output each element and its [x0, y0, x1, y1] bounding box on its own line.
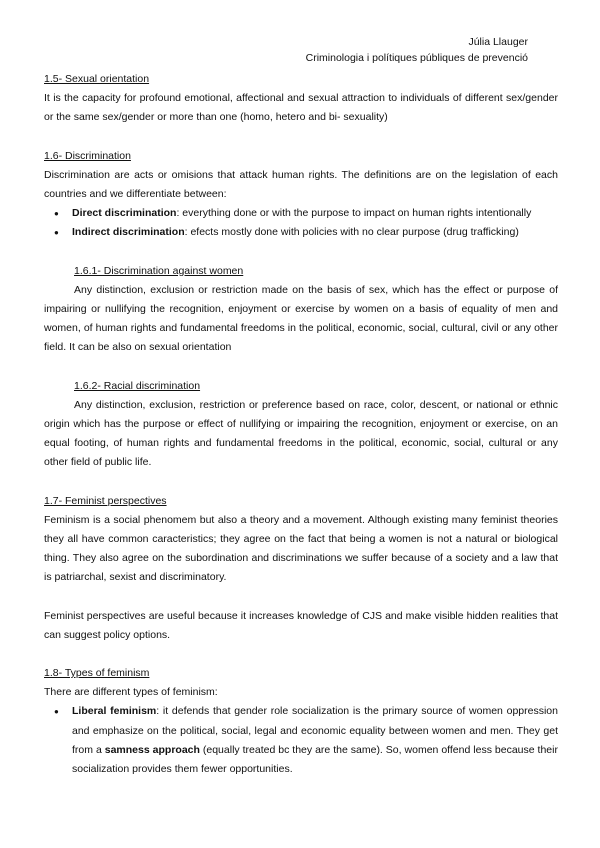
list-item-emphasis: samness approach: [104, 743, 200, 756]
subsection-title-women: 1.6.1- Discrimination against women: [74, 264, 244, 277]
list-item: [44, 702, 558, 779]
page-header: [306, 34, 528, 66]
feminist-perspectives-text-2: Feminist perspectives are useful because it increases knowledge of CJS and make visible hidden realities that can suggest policy options.: [44, 609, 558, 641]
women-discrimination-text: Any distinction, exclusion or restriction made on the basis of sex, which has the effect or purpose of impairing or nullifying the recognition, enjoyment or exercise by women on a basis of equality of men and women, of human rights and fundamental freedoms in the political, economic, social, cultural, civil or any other field. It can be also on sexual orientation: [44, 283, 558, 354]
course-title: Criminologia i polítiques públiques de prevenció: [305, 52, 528, 64]
discrimination-list: [44, 204, 558, 242]
types-of-feminism-intro: There are different types of feminism:: [44, 686, 218, 699]
feminism-types-list: [44, 702, 558, 779]
document-body: [44, 70, 558, 779]
racial-discrimination-text: Any distinction, exclusion, restriction or preference based on race, color, descent, or national or ethnic origin which has the purpose or effect of nullifying or impairing the recognition, enjoyment or exercise, on an equal footing, of human rights and fundamental freedoms in the political, economic, social, cultural or any other field of public life.: [44, 398, 558, 469]
list-item-term: Liberal feminism: [72, 705, 157, 718]
list-item-text: : efects mostly done with policies with no clear purpose (drug trafficking): [184, 226, 519, 239]
subsection-title-racial: 1.6.2- Racial discrimination: [74, 379, 201, 392]
list-item: [44, 223, 558, 242]
list-item-term: Indirect discrimination: [72, 226, 185, 239]
sexual-orientation-text: It is the capacity for profound emotional, affectional and sexual attraction to individuals of different sex/gender or the same sex/gender or more than one (homo, hetero and bi- sexuality): [44, 92, 558, 124]
list-item-text: (equally treated bc they are the same). So, women offend less because their socialization provides them fewer opportunities.: [72, 743, 558, 776]
discrimination-text: Discrimination are acts or omisions that attack human rights. The definitions are on the legislation of each countries and we differentiate between:: [44, 168, 558, 201]
list-item: [44, 204, 558, 223]
section-title-types-of-feminism: 1.8- Types of feminism: [44, 667, 150, 680]
author-name: Júlia Llauger: [468, 36, 528, 48]
list-item-term: Direct discrimination: [72, 207, 177, 220]
section-title-discrimination: 1.6- Discrimination: [44, 149, 131, 162]
list-item-text: : it defends that gender role socialization is the primary source of women oppression and emphasize on the political, social, legal and economic equality between women and men. They get from a: [72, 705, 558, 756]
section-title-feminist-perspectives: 1.7- Feminist perspectives: [44, 494, 167, 507]
list-item-text: : everything done or with the purpose to impact on human rights intentionally: [176, 207, 532, 220]
section-title-sexual-orientation: 1.5- Sexual orientation: [44, 73, 150, 85]
feminist-perspectives-text-1: Feminism is a social phenomem but also a theory and a movement. Although existing many feminist theories they all have common caracteristics; they agree on the fact that being a women is not a natural or biological thing. They also agree on the subordination and discriminations we suffer because of a society and a law that is patriarchal, sexist and discriminatory.: [44, 513, 558, 584]
